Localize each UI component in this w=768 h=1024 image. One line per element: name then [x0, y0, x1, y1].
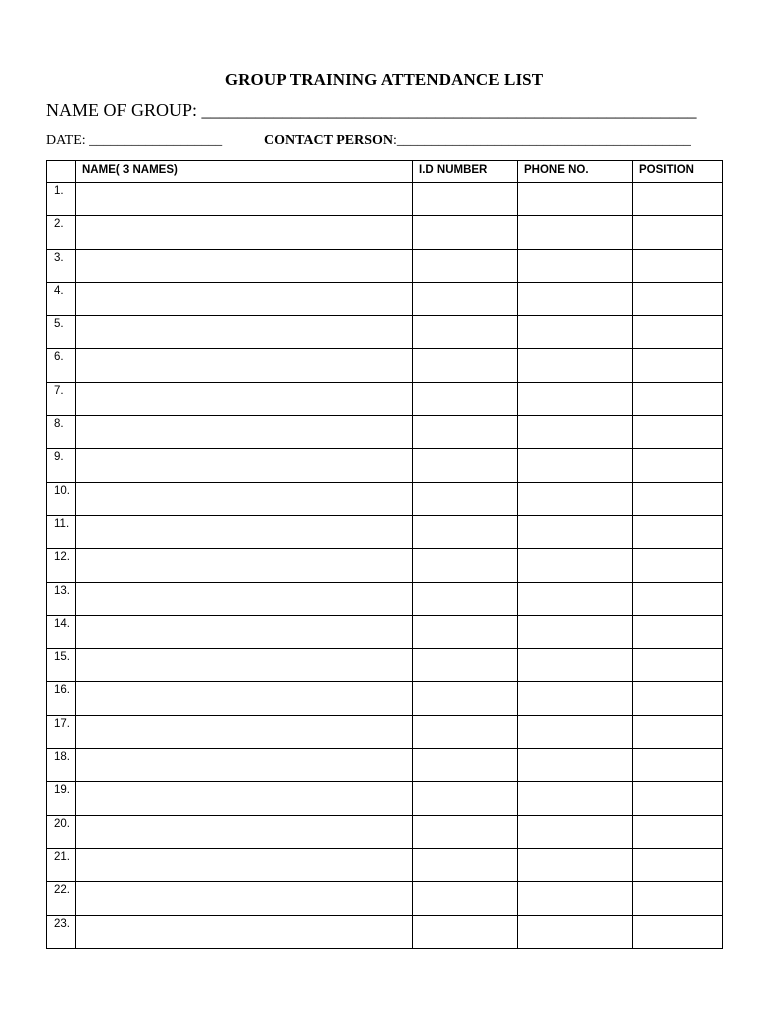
name-cell[interactable]	[76, 815, 413, 848]
name-cell[interactable]	[76, 848, 413, 881]
table-row	[47, 782, 723, 815]
phone-cell[interactable]	[518, 615, 633, 648]
name-cell[interactable]	[76, 249, 413, 282]
contact-person-blank[interactable]: :__________________________________________	[393, 133, 691, 148]
table-row	[47, 282, 723, 315]
column-header-position: POSITION	[633, 161, 723, 183]
id-number-cell[interactable]	[413, 782, 518, 815]
position-cell[interactable]	[633, 349, 723, 382]
name-cell[interactable]	[76, 416, 413, 449]
document-title: GROUP TRAINING ATTENDANCE LIST	[224, 70, 544, 89]
id-number-cell[interactable]	[413, 549, 518, 582]
id-number-cell[interactable]	[413, 316, 518, 349]
table-row	[47, 815, 723, 848]
name-cell[interactable]	[76, 649, 413, 682]
id-number-cell[interactable]	[413, 815, 518, 848]
phone-cell[interactable]	[518, 183, 633, 216]
row-number: 17.	[47, 715, 76, 748]
table-row	[47, 848, 723, 881]
phone-cell[interactable]	[518, 582, 633, 615]
table-row	[47, 549, 723, 582]
name-cell[interactable]	[76, 915, 413, 948]
table-row	[47, 615, 723, 648]
row-number: 8.	[47, 416, 76, 449]
position-cell[interactable]	[633, 183, 723, 216]
table-row	[47, 915, 723, 948]
position-cell[interactable]	[633, 515, 723, 548]
name-cell[interactable]	[76, 282, 413, 315]
position-cell[interactable]	[633, 416, 723, 449]
id-number-cell[interactable]	[413, 615, 518, 648]
name-cell[interactable]	[76, 216, 413, 249]
attendance-table	[46, 160, 723, 949]
column-header-number	[47, 161, 76, 183]
position-cell[interactable]	[633, 482, 723, 515]
id-number-cell[interactable]	[413, 482, 518, 515]
row-number: 23.	[47, 915, 76, 948]
name-cell[interactable]	[76, 582, 413, 615]
position-cell[interactable]	[633, 216, 723, 249]
table-row	[47, 482, 723, 515]
id-number-cell[interactable]	[413, 416, 518, 449]
phone-cell[interactable]	[518, 449, 633, 482]
phone-cell[interactable]	[518, 515, 633, 548]
row-number: 21.	[47, 848, 76, 881]
id-number-cell[interactable]	[413, 682, 518, 715]
position-cell[interactable]	[633, 249, 723, 282]
phone-cell[interactable]	[518, 848, 633, 881]
phone-cell[interactable]	[518, 482, 633, 515]
phone-cell[interactable]	[518, 216, 633, 249]
position-cell[interactable]	[633, 915, 723, 948]
id-number-cell[interactable]	[413, 449, 518, 482]
table-row	[47, 649, 723, 682]
row-number: 14.	[47, 615, 76, 648]
position-cell[interactable]	[633, 848, 723, 881]
row-number: 6.	[47, 349, 76, 382]
name-cell[interactable]	[76, 615, 413, 648]
position-cell[interactable]	[633, 549, 723, 582]
table-row	[47, 749, 723, 782]
phone-cell[interactable]	[518, 249, 633, 282]
phone-cell[interactable]	[518, 782, 633, 815]
name-cell[interactable]	[76, 316, 413, 349]
table-row	[47, 682, 723, 715]
id-number-cell[interactable]	[413, 515, 518, 548]
id-number-cell[interactable]	[413, 715, 518, 748]
row-number: 1.	[47, 183, 76, 216]
group-name-blank[interactable]: _______________________________________________________	[197, 100, 697, 120]
column-header-name: NAME( 3 NAMES)	[76, 161, 413, 183]
name-cell[interactable]	[76, 382, 413, 415]
id-number-cell[interactable]	[413, 649, 518, 682]
name-cell[interactable]	[76, 782, 413, 815]
table-row	[47, 216, 723, 249]
attendance-rows	[47, 183, 723, 949]
row-number: 4.	[47, 282, 76, 315]
table-row	[47, 349, 723, 382]
id-number-cell[interactable]	[413, 249, 518, 282]
column-header-id-number: I.D NUMBER	[413, 161, 518, 183]
table-row	[47, 449, 723, 482]
row-number: 12.	[47, 549, 76, 582]
row-number: 18.	[47, 749, 76, 782]
phone-cell[interactable]	[518, 715, 633, 748]
name-cell[interactable]	[76, 349, 413, 382]
name-cell[interactable]	[76, 482, 413, 515]
table-row	[47, 382, 723, 415]
date-label: DATE:	[46, 133, 86, 148]
id-number-cell[interactable]	[413, 382, 518, 415]
row-number: 11.	[47, 515, 76, 548]
position-cell[interactable]	[633, 882, 723, 915]
position-cell[interactable]	[633, 715, 723, 748]
id-number-cell[interactable]	[413, 749, 518, 782]
phone-cell[interactable]	[518, 349, 633, 382]
name-cell[interactable]	[76, 549, 413, 582]
id-number-cell[interactable]	[413, 848, 518, 881]
phone-cell[interactable]	[518, 915, 633, 948]
date-blank[interactable]: ___________________	[85, 133, 223, 148]
name-cell[interactable]	[76, 183, 413, 216]
position-cell[interactable]	[633, 815, 723, 848]
table-header-row	[47, 161, 723, 183]
position-cell[interactable]	[633, 749, 723, 782]
phone-cell[interactable]	[518, 416, 633, 449]
group-name-line	[46, 100, 697, 121]
row-number: 16.	[47, 682, 76, 715]
row-number: 13.	[47, 582, 76, 615]
row-number: 9.	[47, 449, 76, 482]
id-number-cell[interactable]	[413, 349, 518, 382]
position-cell[interactable]	[633, 449, 723, 482]
phone-cell[interactable]	[518, 549, 633, 582]
position-cell[interactable]	[633, 782, 723, 815]
row-number: 22.	[47, 882, 76, 915]
row-number: 2.	[47, 216, 76, 249]
id-number-cell[interactable]	[413, 882, 518, 915]
phone-cell[interactable]	[518, 749, 633, 782]
phone-cell[interactable]	[518, 815, 633, 848]
name-cell[interactable]	[76, 449, 413, 482]
table-row	[47, 515, 723, 548]
table-row	[47, 582, 723, 615]
table-row	[47, 249, 723, 282]
phone-cell[interactable]	[518, 682, 633, 715]
row-number: 3.	[47, 249, 76, 282]
position-cell[interactable]	[633, 649, 723, 682]
table-row	[47, 316, 723, 349]
name-cell[interactable]	[76, 515, 413, 548]
id-number-cell[interactable]	[413, 915, 518, 948]
table-row	[47, 715, 723, 748]
contact-person-group	[264, 133, 691, 149]
position-cell[interactable]	[633, 282, 723, 315]
table-row	[47, 882, 723, 915]
contact-person-label: CONTACT PERSON	[264, 133, 394, 148]
position-cell[interactable]	[633, 582, 723, 615]
row-number: 7.	[47, 382, 76, 415]
group-name-label: NAME OF GROUP:	[46, 100, 198, 120]
id-number-cell[interactable]	[413, 582, 518, 615]
name-cell[interactable]	[76, 749, 413, 782]
id-number-cell[interactable]	[413, 216, 518, 249]
id-number-cell[interactable]	[413, 282, 518, 315]
column-header-phone: PHONE NO.	[518, 161, 633, 183]
phone-cell[interactable]	[518, 882, 633, 915]
table-row	[47, 183, 723, 216]
id-number-cell[interactable]	[413, 183, 518, 216]
row-number: 15.	[47, 649, 76, 682]
table-row	[47, 416, 723, 449]
position-cell[interactable]	[633, 316, 723, 349]
phone-cell[interactable]	[518, 316, 633, 349]
phone-cell[interactable]	[518, 649, 633, 682]
position-cell[interactable]	[633, 615, 723, 648]
phone-cell[interactable]	[518, 382, 633, 415]
phone-cell[interactable]	[518, 282, 633, 315]
row-number: 5.	[47, 316, 76, 349]
position-cell[interactable]	[633, 682, 723, 715]
row-number: 19.	[47, 782, 76, 815]
name-cell[interactable]	[76, 882, 413, 915]
name-cell[interactable]	[76, 715, 413, 748]
name-cell[interactable]	[76, 682, 413, 715]
date-contact-line	[46, 133, 691, 149]
row-number: 20.	[47, 815, 76, 848]
row-number: 10.	[47, 482, 76, 515]
position-cell[interactable]	[633, 382, 723, 415]
